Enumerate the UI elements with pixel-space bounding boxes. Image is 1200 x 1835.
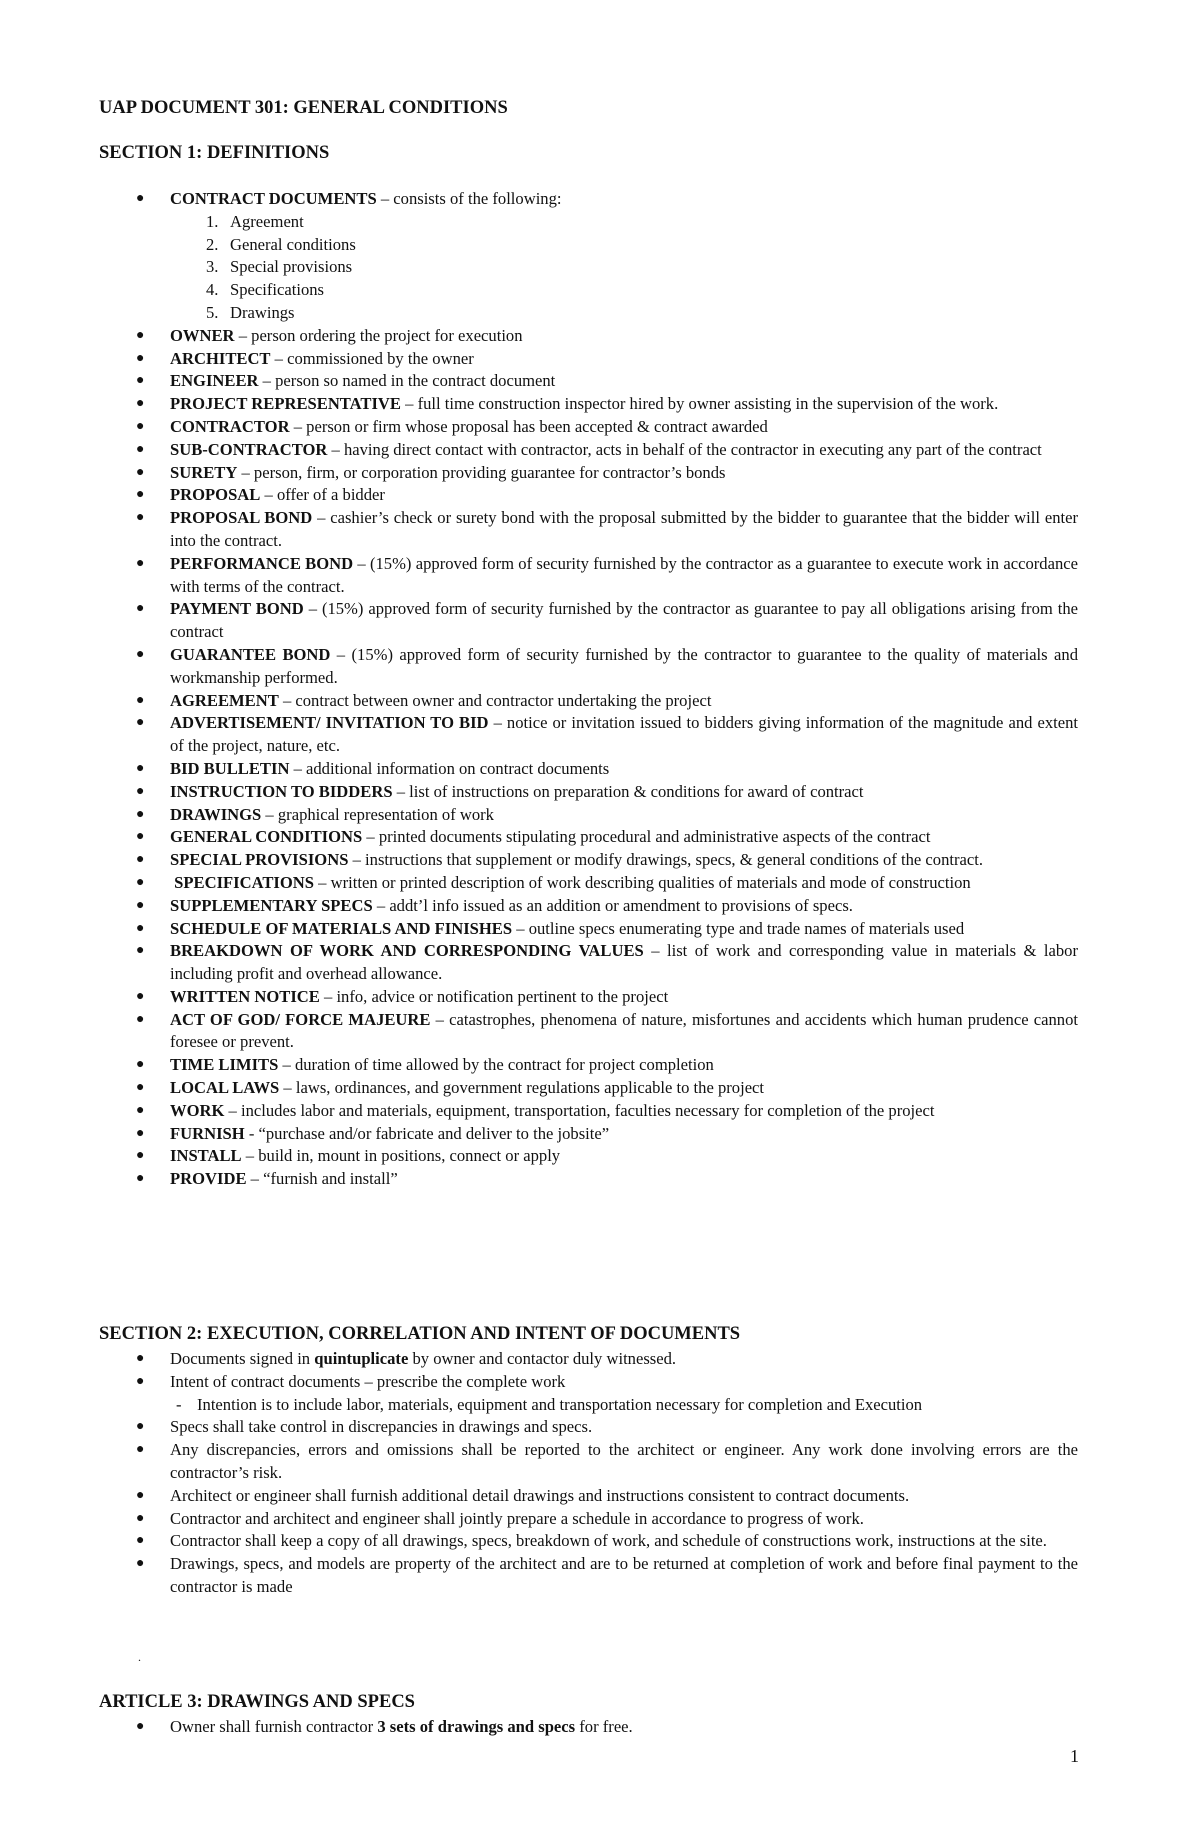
definition-item: ● ARCHITECT – commissioned by the owner: [170, 348, 1078, 371]
bullet-icon: ●: [136, 943, 145, 959]
list-item: ● Any discrepancies, errors and omissions shall be reported to the architect or engineer. Any work done involving errors are the contractor’s risk.: [136, 1440, 1078, 1482]
page-number: 1: [1070, 1746, 1079, 1766]
definition-item: ● INSTRUCTION TO BIDDERS – list of instructions on preparation & conditions for award of contract: [170, 781, 1078, 804]
definition-item: ● ENGINEER – person so named in the contract document: [170, 370, 1078, 393]
definition-item: ● WRITTEN NOTICE – info, advice or notification pertinent to the project: [170, 986, 1078, 1009]
bullet-icon: ●: [136, 783, 145, 799]
bullet-icon: ●: [136, 646, 145, 662]
bullet-icon: ●: [136, 1373, 145, 1389]
bullet-icon: ●: [136, 806, 145, 822]
bullet-icon: ●: [136, 1719, 145, 1734]
bullet-icon: ●: [136, 1148, 145, 1164]
list-item: ● Drawings, specs, and models are property of the architect and are to be returned at completion of work and before final payment to the contractor is made: [136, 1554, 1078, 1596]
definition-item: ● OWNER – person ordering the project for execution: [170, 325, 1078, 348]
bullet-icon: ●: [136, 852, 145, 868]
bullet-icon: ●: [136, 760, 145, 776]
definition-item: ● BREAKDOWN OF WORK AND CORRESPONDING VALUES – list of work and corresponding value in materials & labor including profit and overhead allowance.: [136, 941, 1078, 984]
bullet-icon: ●: [136, 510, 145, 526]
bullet-icon: ●: [136, 1533, 145, 1549]
list-item: ● Owner shall furnish contractor 3 sets of drawings and specs for free.: [170, 1716, 1078, 1739]
article-3-heading: ARTICLE 3: DRAWINGS AND SPECS: [99, 1692, 415, 1712]
sublist-item: 2. General conditions: [206, 234, 356, 254]
section-2-heading: SECTION 2: EXECUTION, CORRELATION AND INTENT OF DOCUMENTS: [99, 1324, 741, 1344]
bullet-icon: ●: [136, 829, 145, 845]
definition-item: ● TIME LIMITS – duration of time allowed by the contract for project completion: [170, 1054, 1078, 1077]
bullet-icon: ●: [136, 464, 145, 480]
section-1-heading: SECTION 1: DEFINITIONS: [99, 143, 330, 163]
sublist-item: 3. Special provisions: [206, 257, 353, 277]
definition-item: ● PROPOSAL – offer of a bidder: [170, 484, 1078, 507]
document-title: UAP DOCUMENT 301: GENERAL CONDITIONS: [99, 98, 508, 118]
bullet-icon: ●: [136, 418, 145, 434]
definition-item: ● AGREEMENT – contract between owner and contractor undertaking the project: [170, 690, 1078, 713]
sublist-item: 5. Drawings: [206, 302, 295, 322]
definition-term: CONTRACT DOCUMENTS: [170, 189, 377, 208]
definition-item: ● GUARANTEE BOND – (15%) approved form of security furnished by the contractor to guarantee to the quality of materials and workmanship performed.: [136, 644, 1078, 687]
definition-item: ● SURETY – person, firm, or corporation providing guarantee for contractor’s bonds: [170, 462, 1078, 485]
definition-item: ● DRAWINGS – graphical representation of work: [170, 804, 1078, 827]
article-3-list: [0, 1716, 1200, 1739]
definition-item: ● WORK – includes labor and materials, equipment, transportation, faculties necessary for completion of the project: [170, 1100, 1078, 1123]
definition-text: – consists of the following:: [376, 189, 562, 208]
definition-item: ● ADVERTISEMENT/ INVITATION TO BID – notice or invitation issued to bidders giving information of the magnitude and extent of the project, nature, etc.: [136, 713, 1078, 756]
bullet-icon: ●: [136, 1080, 145, 1096]
definition-item: ● INSTALL – build in, mount in positions, connect or apply: [170, 1145, 1078, 1168]
bullet-icon: ●: [136, 692, 145, 708]
bullet-icon: ●: [136, 1419, 145, 1435]
sub-list: [170, 1394, 1078, 1417]
definition-item: ● SUB-CONTRACTOR – having direct contact with contractor, acts in behalf of the contractor in executing any part of the contract: [170, 439, 1078, 462]
sub-list-item: - Intention is to include labor, materials, equipment and transportation necessary for completion and Execution: [197, 1394, 937, 1417]
list-item: ● Architect or engineer shall furnish additional detail drawings and instructions consistent to contract documents.: [170, 1485, 1078, 1508]
definition-item: ● PERFORMANCE BOND – (15%) approved form of security furnished by the contractor as a guarantee to execute work in accordance with terms of the contract.: [136, 553, 1078, 596]
bullet-icon: ●: [136, 1351, 145, 1366]
contract-documents-sublist: [170, 211, 1078, 325]
definition-contract-documents: [136, 188, 1078, 325]
definition-item: ● SCHEDULE OF MATERIALS AND FINISHES – outline specs enumerating type and trade names of materials used: [170, 918, 1078, 941]
definition-item: ● PROPOSAL BOND – cashier’s check or surety bond with the proposal submitted by the bidder to guarantee that the bidder will enter into the contract.: [136, 508, 1079, 550]
list-item: ● Specs shall take control in discrepancies in drawings and specs.: [170, 1416, 1078, 1439]
bullet-icon: ●: [136, 1011, 145, 1027]
definition-item: ● BID BULLETIN – additional information on contract documents: [170, 758, 1078, 781]
definition-item: ● PROVIDE – “furnish and install”: [170, 1168, 1078, 1191]
bullet-icon: ●: [136, 1442, 145, 1458]
definition-item: ● FURNISH - “purchase and/or fabricate and deliver to the jobsite”: [170, 1123, 1078, 1146]
bullet-icon: ●: [136, 441, 145, 457]
list-item: ● Contractor shall keep a copy of all drawings, specs, breakdown of work, and schedule of constructions work, instructions at the site.: [170, 1530, 1078, 1553]
bullet-icon: ●: [136, 601, 145, 617]
list-item: ● Documents signed in quintuplicate by owner and contactor duly witnessed.: [170, 1348, 1078, 1371]
bullet-icon: ●: [136, 920, 145, 936]
bullet-icon: ●: [136, 487, 145, 503]
bullet-icon: ●: [136, 350, 145, 366]
definition-item: ● GENERAL CONDITIONS – printed documents stipulating procedural and administrative aspects of the contract: [170, 826, 1078, 849]
bullet-icon: ●: [136, 373, 145, 389]
bullet-icon: ●: [136, 555, 145, 571]
definition-item: ● SUPPLEMENTARY SPECS – addt’l info issued as an addition or amendment to provisions of specs.: [170, 895, 1078, 918]
bullet-icon: ●: [136, 1556, 145, 1572]
definition-item: ● SPECIAL PROVISIONS – instructions that supplement or modify drawings, specs, & general conditions of the contract.: [170, 849, 1078, 872]
bullet-icon: ●: [136, 327, 145, 343]
bullet-icon: ●: [136, 191, 145, 206]
bullet-icon: ●: [136, 1057, 145, 1073]
definition-item: ● ACT OF GOD/ FORCE MAJEURE – catastrophes, phenomena of nature, misfortunes and accidents which human prudence cannot foresee or prevent.: [136, 1009, 1078, 1052]
dash-icon: -: [176, 1394, 182, 1414]
bullet-icon: ●: [136, 715, 145, 731]
bullet-icon: ●: [136, 988, 145, 1004]
bullet-icon: ●: [136, 1487, 145, 1503]
bullet-icon: ●: [136, 396, 145, 412]
bullet-icon: ●: [136, 1125, 145, 1141]
definition-item: ● CONTRACTOR – person or firm whose proposal has been accepted & contract awarded: [170, 416, 1078, 439]
definition-item: ● LOCAL LAWS – laws, ordinances, and government regulations applicable to the project: [170, 1077, 1078, 1100]
bullet-icon: ●: [136, 897, 145, 913]
list-item: ● Intent of contract documents – prescribe the complete work - Intention is to include labor, materials, equipment and transportation necessary for completion and Execution: [170, 1371, 1078, 1417]
definition-item: ● PAYMENT BOND – (15%) approved form of security furnished by the contractor as guarantee to pay all obligations arising from the contract: [136, 599, 1078, 642]
sublist-item: 1. Agreement: [206, 211, 304, 231]
bullet-icon: ●: [136, 1510, 145, 1526]
definitions-list: [0, 188, 1200, 1191]
bullet-icon: ●: [136, 874, 145, 890]
sublist-item: 4. Specifications: [206, 280, 325, 300]
definition-item: ● SPECIFICATIONS – written or printed description of work describing qualities of materials and mode of construction: [170, 872, 1078, 895]
definition-item: ● PROJECT REPRESENTATIVE – full time construction inspector hired by owner assisting in the supervision of the work.: [170, 393, 1078, 416]
list-item: ● Contractor and architect and engineer shall jointly prepare a schedule in accordance to progress of work.: [170, 1508, 1078, 1531]
stray-mark: .: [138, 1650, 141, 1664]
bullet-icon: ●: [136, 1171, 145, 1187]
bullet-icon: ●: [136, 1102, 145, 1118]
section-2-list: [0, 1348, 1200, 1599]
